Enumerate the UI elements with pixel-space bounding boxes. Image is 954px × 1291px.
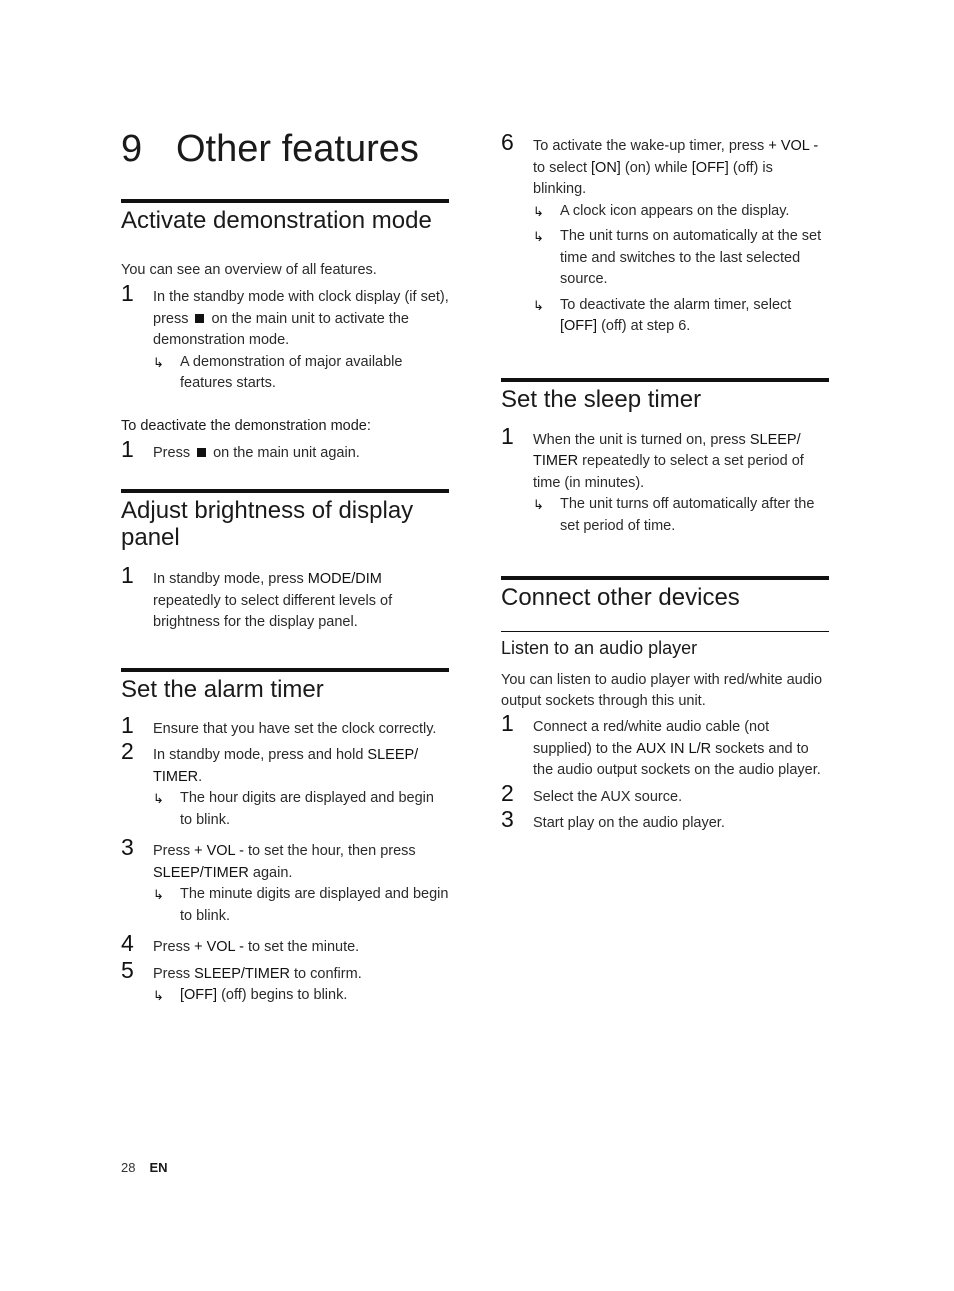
step-result: ↳ To deactivate the alarm timer, select [OFF] (off) at step 6. <box>533 296 792 334</box>
right-column <box>501 126 829 835</box>
page-footer <box>121 1160 168 1175</box>
intro-text: You can see an overview of all features. <box>121 262 377 278</box>
step-item: 2 Select the AUX source. <box>501 779 683 806</box>
step-item: 2 In standby mode, press and hold SLEEP/ TIMER. <box>121 738 419 785</box>
subheading: To deactivate the demonstration mode: <box>121 417 371 434</box>
step-result: ↳ The minute digits are displayed and begin to blink. <box>153 886 449 924</box>
chapter-name: Other features <box>176 128 419 170</box>
result-arrow-icon: ↳ <box>153 354 164 370</box>
section-heading: Connect other devices <box>501 584 740 611</box>
section-alarm <box>121 668 449 703</box>
step-result: ↳ [OFF] (off) begins to blink. <box>121 985 449 1007</box>
section-heading: Set the sleep timer <box>501 385 702 413</box>
result-arrow-icon: ↳ <box>533 203 544 219</box>
step-number: 6 <box>501 129 514 155</box>
section-heading: Adjust brightness of display panel <box>121 497 414 551</box>
step-item: 5 Press SLEEP/TIMER to confirm. <box>121 956 362 983</box>
section-demo <box>121 199 449 234</box>
step-result: ↳ The unit turns off automatically after the set period of time. <box>533 496 815 534</box>
result-arrow-icon: ↳ <box>533 497 544 512</box>
step-number: 1 <box>501 422 514 449</box>
result-arrow-icon: ↳ <box>153 791 164 806</box>
step-item: 3 Press + VOL - to set the hour, then press SLEEP/TIMER again. <box>121 834 416 881</box>
step-item: 1 In the standby mode with clock display (if set), press on the main unit to activate the demonstration mode. <box>121 280 449 348</box>
step-item: 3 Start play on the audio player. <box>501 806 725 832</box>
step-number: 2 <box>501 779 514 806</box>
result-arrow-icon: ↳ <box>153 988 164 1003</box>
step-number: 5 <box>121 956 134 983</box>
step-number: 1 <box>121 435 134 462</box>
subsection-audio-player <box>501 631 829 660</box>
step-number: 4 <box>121 930 134 956</box>
stop-square-icon <box>197 448 206 457</box>
chapter-title <box>121 126 449 172</box>
step-item: 1 When the unit is turned on, press SLEEP/ TIMER repeatedly to select a set period of time (in minutes). <box>501 422 804 491</box>
left-column <box>121 126 449 1007</box>
step-result: ↳ A demonstration of major available features starts. <box>153 353 403 391</box>
section-brightness <box>121 489 449 551</box>
result-arrow-icon: ↳ <box>533 297 544 313</box>
step-number: 1 <box>121 562 134 588</box>
section-connect <box>501 576 829 611</box>
step-result: ↳ A clock icon appears on the display. <box>501 201 829 223</box>
section-heading: Set the alarm timer <box>121 675 324 703</box>
subsection-heading: Listen to an audio player <box>501 638 698 658</box>
step-item: 1 Connect a red/white audio cable (not supplied) to the AUX IN L/R sockets and to the audio output sockets on the audio player. <box>501 710 821 778</box>
step-number: 1 <box>121 280 134 306</box>
step-number: 3 <box>501 806 514 832</box>
step-result: ↳ The unit turns on automatically at the set time and switches to the last selected source. <box>533 228 822 287</box>
result-arrow-icon: ↳ <box>153 887 164 902</box>
step-number: 1 <box>121 711 134 738</box>
intro-text: You can listen to audio player with red/white audio output sockets through this unit. <box>501 672 823 709</box>
step-number: 3 <box>121 834 134 860</box>
section-sleep <box>501 378 829 413</box>
chapter-number: 9 <box>121 128 143 170</box>
step-item: 1 Ensure that you have set the clock correctly. <box>121 711 437 738</box>
page-number: 28 <box>121 1160 136 1175</box>
step-number: 2 <box>121 738 134 764</box>
step-item: 6 To activate the wake-up timer, press + VOL - to select [ON] (on) while [OFF] (off) is blinking. <box>501 129 819 197</box>
step-number: 1 <box>501 710 514 736</box>
step-result: ↳ The hour digits are displayed and begin to blink. <box>153 790 434 828</box>
section-heading: Activate demonstration mode <box>121 207 432 234</box>
step-item: 1 In standby mode, press MODE/DIM repeatedly to select different levels of brightness for the display panel. <box>121 562 393 630</box>
step-item: 4 Press + VOL - to set the minute. <box>121 930 360 956</box>
result-arrow-icon: ↳ <box>533 229 544 244</box>
language-code: EN <box>149 1160 168 1175</box>
step-item: 1 Press on the main unit again. <box>121 435 360 462</box>
stop-square-icon <box>195 314 204 323</box>
